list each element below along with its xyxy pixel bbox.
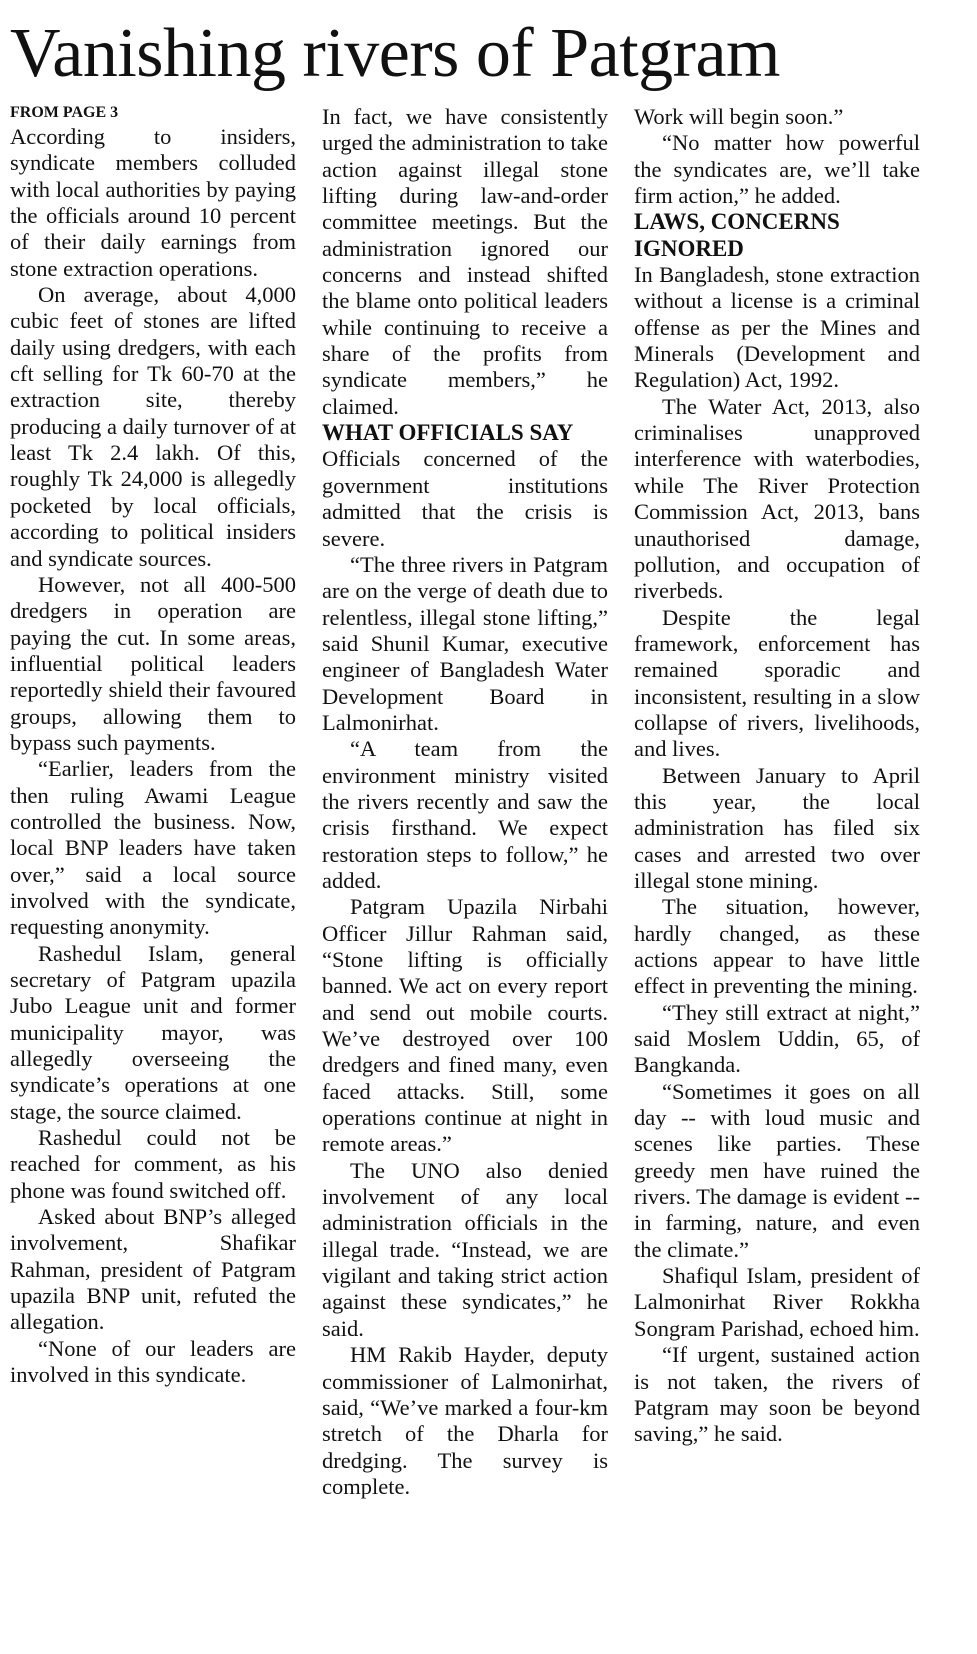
subheading-laws-concerns-ignored: LAWS, CONCERNS IGNORED (634, 209, 840, 261)
paragraph: “Sometimes it goes on all day -- with loud music and scenes like parties. These greedy men have ruined the rivers. The damage is evident -- in farming, nature, and even the climate.” (634, 1078, 920, 1262)
paragraph: According to insiders, syndicate members colluded with local authorities by paying the officials around 10 percent of their daily earnings from stone extraction operations. (10, 124, 296, 281)
column-2 (322, 104, 608, 1644)
paragraph: Rashedul could not be reached for comment, as his phone was found switched off. (10, 1125, 296, 1203)
article-body (10, 104, 967, 1644)
paragraph: Between January to April this year, the local administration has filed six cases and arrested two over illegal stone mining. (634, 762, 920, 893)
paragraph: HM Rakib Hayder, deputy commissioner of Lalmonirhat, said, “We’ve marked a four-km stretch of the Dharla for dredging. The survey is complete. (322, 1342, 608, 1499)
paragraph: In fact, we have consistently urged the administration to take action against illegal stone lifting during law-and-order committee meetings. But the administration ignored our concerns and instead shifted the blame onto political leaders while continuing to receive a share of the profits from syndicate members,” he claimed. (322, 104, 608, 419)
paragraph: Patgram Upazila Nirbahi Officer Jillur Rahman said, “Stone lifting is officially banned. We act on every report and send out mobile courts. We’ve destroyed over 100 dredgers and fined many, even faced attacks. Still, some operations continue at night in remote areas.” (322, 894, 608, 1157)
paragraph: “If urgent, sustained action is not taken, the rivers of Patgram may soon be beyond saving,” he said. (634, 1342, 920, 1447)
paragraph: The Water Act, 2013, also criminalises unapproved interference with waterbodies, while The River Protection Commission Act, 2013, bans unauthorised damage, pollution, and occupation of riverbeds. (634, 393, 920, 604)
column-3 (634, 104, 920, 1644)
paragraph: “They still extract at night,” said Moslem Uddin, 65, of Bangkanda. (634, 999, 920, 1078)
paragraph: “None of our leaders are involved in this syndicate. (10, 1335, 296, 1388)
paragraph: “No matter how powerful the syndicates are, we’ll take firm action,” he added. (634, 130, 920, 209)
column-1 (10, 104, 296, 1644)
headline: Vanishing rivers of Patgram (10, 15, 780, 92)
paragraph: Despite the legal framework, enforcement has remained sporadic and inconsistent, resulting in a slow collapse of rivers, livelihoods, and lives. (634, 604, 920, 762)
paragraph: Shafiqul Islam, president of Lalmonirhat River Rokkha Songram Parishad, echoed him. (634, 1263, 920, 1341)
paragraph: However, not all 400-500 dredgers in operation are paying the cut. In some areas, influential political leaders reportedly shield their favoured groups, allowing them to bypass such payments. (10, 571, 296, 755)
paragraph: In Bangladesh, stone extraction without a license is a criminal offense as per the Mines and Minerals (Development and Regulation) Act, 1992. (634, 262, 920, 393)
jump-label: FROM PAGE 3 (10, 104, 119, 121)
paragraph: Rashedul Islam, general secretary of Patgram upazila Jubo League unit and former municipality mayor, was allegedly overseeing the syndicate’s operations at one stage, the source claimed. (10, 940, 296, 1124)
paragraph: On average, about 4,000 cubic feet of stones are lifted daily using dredgers, with each cft selling for Tk 60-70 at the extraction site, thereby producing a daily turnover of at least Tk 2.4 lakh. Of this, roughly Tk 24,000 is allegedly pocketed by local officials, according to political insiders and syndicate sources. (10, 282, 296, 571)
paragraph: “The three rivers in Patgram are on the verge of death due to relentless, illegal stone lifting,” said Shunil Kumar, executive engineer of Bangladesh Water Development Board in Lalmonirhat. (322, 551, 608, 735)
paragraph: “Earlier, leaders from the then ruling Awami League controlled the business. Now, local BNP leaders have taken over,” said a local source involved with the syndicate, requesting anonymity. (10, 756, 296, 940)
subheading-what-officials-say: WHAT OFFICIALS SAY (322, 420, 574, 446)
paragraph: “A team from the environment ministry visited the rivers recently and saw the crisis firsthand. We expect restoration steps to follow,” he added. (322, 736, 608, 893)
paragraph: Officials concerned of the government institutions admitted that the crisis is severe. (322, 446, 608, 551)
paragraph: The UNO also denied involvement of any local administration officials in the illegal trade. “Instead, we are vigilant and taking strict action against these syndicates,” he said. (322, 1157, 608, 1341)
paragraph: Asked about BNP’s alleged involvement, Shafikar Rahman, president of Patgram upazila BNP unit, refuted the allegation. (10, 1204, 296, 1335)
paragraph: Work will begin soon.” (634, 104, 844, 129)
paragraph: The situation, however, hardly changed, as these actions appear to have little effect in preventing the mining. (634, 894, 920, 999)
